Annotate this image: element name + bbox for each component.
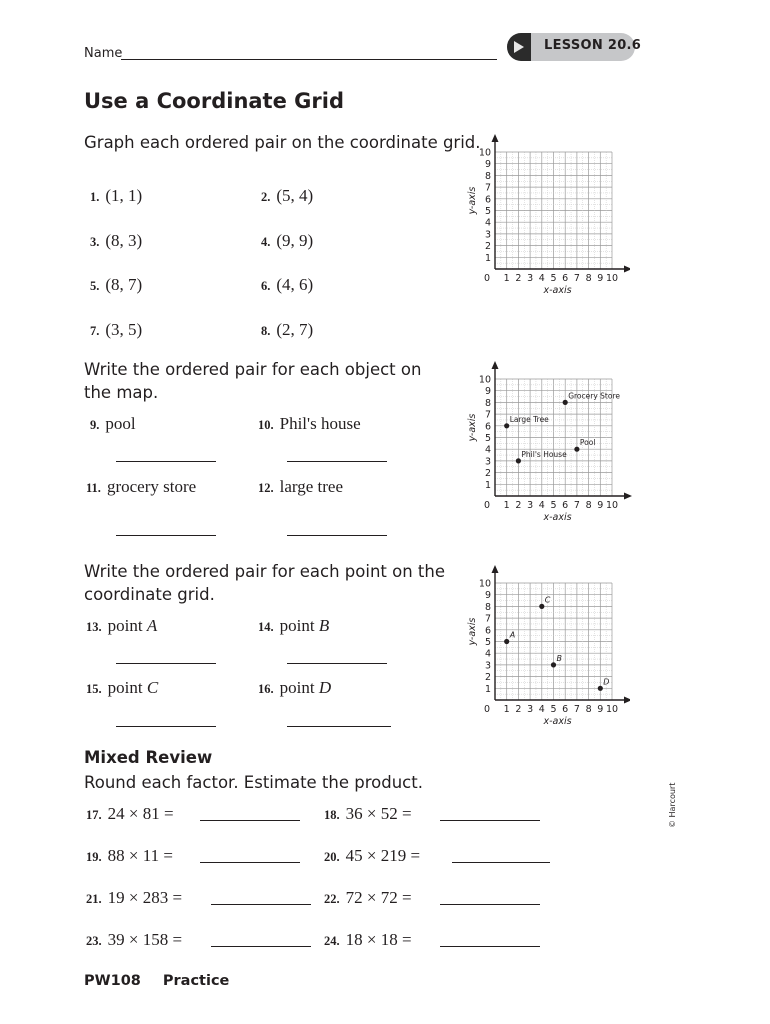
coordinate-grid-3 — [450, 559, 630, 737]
y-tick-label: 5 — [484, 637, 491, 648]
x-tick-label: 9 — [597, 500, 604, 511]
answer-line-20[interactable] — [452, 862, 550, 863]
y-tick-label: 8 — [484, 397, 491, 409]
question-10: 10. Phil's house — [258, 414, 361, 433]
play-arrow-triangle-icon — [514, 41, 524, 53]
y-tick-label: 2 — [484, 241, 491, 253]
y-tick-label: 6 — [484, 625, 491, 637]
question-3: 3. (8, 3) — [90, 231, 143, 250]
answer-line-21[interactable] — [211, 904, 311, 905]
y-tick-label: 4 — [484, 217, 491, 229]
x-tick-label: 5 — [550, 273, 557, 284]
y-tick-label: 1 — [484, 252, 491, 264]
answer-line-13[interactable] — [116, 663, 216, 664]
x-tick-label: 9 — [597, 273, 604, 284]
y-tick-label: 9 — [484, 386, 491, 398]
x-tick-label: 5 — [550, 500, 557, 511]
answer-line-23[interactable] — [211, 946, 311, 947]
y-axis-arrow-icon — [492, 361, 499, 369]
question-15: 15. point C — [86, 678, 159, 697]
x-tick-label: 10 — [605, 273, 619, 284]
x-tick-label: 2 — [515, 273, 522, 284]
answer-line-18[interactable] — [440, 820, 540, 821]
x-axis-label: x-axis — [543, 716, 572, 727]
x-tick-label: 4 — [538, 273, 545, 284]
y-tick-label: 1 — [484, 683, 491, 695]
y-tick-label: 7 — [484, 613, 491, 625]
y-axis-label: y-axis — [467, 186, 478, 215]
plotted-point — [563, 400, 568, 405]
y-tick-label: 10 — [478, 374, 491, 386]
y-axis-arrow-icon — [492, 565, 499, 573]
y-tick-label: 7 — [484, 409, 491, 421]
x-tick-label: 9 — [597, 704, 604, 715]
section1-instruction: Graph each ordered pair on the coordinate grid. — [84, 133, 481, 152]
y-tick-label: 9 — [484, 159, 491, 171]
y-axis-label: y-axis — [467, 617, 478, 646]
question-17: 17. 24 × 81 = — [86, 804, 174, 823]
y-axis-arrow-icon — [492, 134, 499, 142]
y-axis-label: y-axis — [467, 413, 478, 442]
tick-label-origin: 0 — [483, 273, 491, 284]
x-tick-label: 2 — [515, 500, 522, 511]
y-tick-label: 3 — [484, 229, 491, 241]
answer-line-17[interactable] — [200, 820, 300, 821]
question-6: 6. (4, 6) — [261, 275, 314, 294]
y-tick-label: 3 — [484, 456, 491, 468]
mixed-review-instruction: Round each factor. Estimate the product. — [84, 773, 423, 792]
page-title: Use a Coordinate Grid — [84, 89, 344, 113]
question-19: 19. 88 × 11 = — [86, 846, 173, 865]
lesson-number: LESSON 20.6 — [544, 38, 642, 53]
point-label: Large Tree — [509, 414, 549, 424]
question-2: 2. (5, 4) — [261, 186, 314, 205]
y-tick-label: 2 — [484, 672, 491, 684]
x-tick-label: 6 — [562, 704, 569, 715]
plotted-point — [574, 447, 579, 452]
x-axis-label: x-axis — [543, 512, 572, 523]
y-tick-label: 9 — [484, 590, 491, 602]
question-22: 22. 72 × 72 = — [324, 888, 412, 907]
mixed-review-heading: Mixed Review — [84, 748, 213, 767]
copyright-notice: © Harcourt — [668, 782, 677, 828]
y-tick-label: 1 — [484, 479, 491, 491]
page-footer: PW108 Practice — [84, 973, 230, 989]
point-label: Pool — [579, 438, 596, 448]
answer-line-24[interactable] — [440, 946, 540, 947]
point-label: D — [603, 677, 610, 687]
question-24: 24. 18 × 18 = — [324, 930, 412, 949]
answer-line-10[interactable] — [287, 461, 387, 462]
question-18: 18. 36 × 52 = — [324, 804, 412, 823]
question-4: 4. (9, 9) — [261, 231, 314, 250]
x-tick-label: 8 — [585, 704, 592, 715]
x-tick-label: 2 — [515, 704, 522, 715]
x-tick-label: 1 — [503, 273, 510, 284]
y-tick-label: 6 — [484, 194, 491, 206]
x-tick-label: 3 — [527, 704, 534, 715]
question-12: 12. large tree — [258, 477, 344, 496]
point-label: C — [544, 595, 551, 605]
question-13: 13. point A — [86, 616, 158, 635]
y-tick-label: 10 — [478, 578, 491, 590]
y-tick-label: 5 — [484, 433, 491, 444]
question-7: 7. (3, 5) — [90, 320, 143, 339]
x-axis-arrow-icon — [624, 493, 632, 500]
question-16: 16. point D — [258, 678, 332, 697]
point-label: B — [556, 653, 562, 663]
y-tick-label: 4 — [484, 648, 491, 660]
y-tick-label: 4 — [484, 444, 491, 456]
x-tick-label: 7 — [573, 273, 580, 284]
point-label: A — [509, 630, 516, 640]
section3-instruction: Write the ordered pair for each point on the coordinate grid. — [84, 562, 446, 604]
question-8: 8. (2, 7) — [261, 320, 314, 339]
answer-line-16[interactable] — [287, 726, 391, 727]
question-21: 21. 19 × 283 = — [86, 888, 183, 907]
name-field-line[interactable] — [121, 59, 497, 60]
plotted-point — [539, 604, 544, 609]
y-tick-label: 7 — [484, 182, 491, 194]
x-axis-label: x-axis — [543, 285, 572, 296]
plotted-point — [516, 458, 521, 463]
plotted-point — [598, 686, 603, 691]
tick-label-origin: 0 — [483, 500, 491, 511]
x-tick-label: 8 — [585, 500, 592, 511]
point-label: Phil's House — [521, 449, 567, 459]
x-axis-arrow-icon — [624, 266, 630, 273]
answer-line-19[interactable] — [200, 862, 300, 863]
coordinate-grid-2-map — [450, 355, 640, 533]
x-axis-arrow-icon — [624, 697, 630, 704]
question-11: 11. grocery store — [86, 477, 197, 496]
coordinate-grid-1[interactable] — [450, 128, 630, 306]
x-tick-label: 4 — [538, 704, 545, 715]
question-5: 5. (8, 7) — [90, 275, 143, 294]
plotted-point — [551, 662, 556, 667]
plotted-point — [504, 423, 509, 428]
x-tick-label: 6 — [562, 500, 569, 511]
y-tick-label: 6 — [484, 421, 491, 433]
y-tick-label: 3 — [484, 660, 491, 672]
y-tick-label: 8 — [484, 170, 491, 182]
name-label: Name — [84, 46, 123, 61]
x-tick-label: 6 — [562, 273, 569, 284]
point-label: Grocery Store — [568, 391, 620, 401]
section2-instruction: Write the ordered pair for each object on the map. — [84, 360, 422, 402]
x-tick-label: 1 — [503, 500, 510, 511]
answer-line-15[interactable] — [116, 726, 216, 727]
answer-line-14[interactable] — [287, 663, 387, 664]
x-tick-label: 5 — [550, 704, 557, 715]
plotted-point — [504, 639, 509, 644]
x-tick-label: 10 — [605, 704, 619, 715]
question-20: 20. 45 × 219 = — [324, 846, 421, 865]
answer-line-11[interactable] — [116, 535, 216, 536]
question-1: 1. (1, 1) — [90, 186, 143, 205]
question-14: 14. point B — [258, 616, 330, 635]
x-tick-label: 3 — [527, 273, 534, 284]
x-tick-label: 8 — [585, 273, 592, 284]
x-tick-label: 4 — [538, 500, 545, 511]
x-tick-label: 10 — [605, 500, 619, 511]
x-tick-label: 7 — [573, 500, 580, 511]
question-23: 23. 39 × 158 = — [86, 930, 183, 949]
answer-line-9[interactable] — [116, 461, 216, 462]
y-tick-label: 8 — [484, 601, 491, 613]
x-tick-label: 7 — [573, 704, 580, 715]
question-9: 9. pool — [90, 414, 136, 433]
answer-line-12[interactable] — [287, 535, 387, 536]
y-tick-label: 10 — [478, 147, 491, 159]
y-tick-label: 5 — [484, 206, 491, 217]
answer-line-22[interactable] — [440, 904, 540, 905]
y-tick-label: 2 — [484, 468, 491, 480]
tick-label-origin: 0 — [483, 704, 491, 715]
x-tick-label: 1 — [503, 704, 510, 715]
x-tick-label: 3 — [527, 500, 534, 511]
